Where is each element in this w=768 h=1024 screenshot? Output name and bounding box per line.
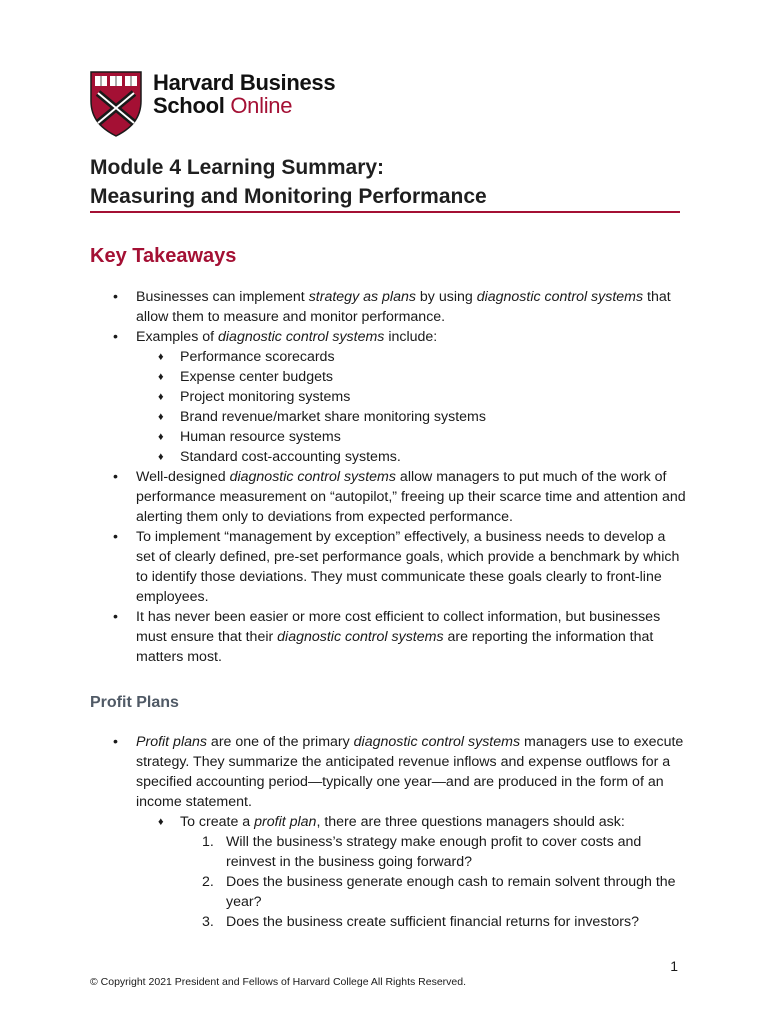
question-item: 1. Will the business’s strategy make enough profit to cover costs and reinvest in the business going forward? [202,834,642,870]
sublist-item: ♦ To create a profit plan, there are three questions managers should ask: [108,812,688,832]
list-item: • Examples of diagnostic control systems include: [108,327,688,347]
sublist-item: ♦ Expense center budgets [108,367,688,387]
list-item: • Well-designed diagnostic control systems allow managers to put much of the work of performance measurement on “autopilot,” freeing up their scarce time and attention and alerting them only to deviations from expected performance. [108,467,688,527]
logo-line-2 [153,94,335,117]
sublist-item: ♦ Standard cost-accounting systems. [108,447,688,467]
list-item: • Businesses can implement strategy as plans by using diagnostic control systems that allow them to measure and monitor performance. [108,287,688,327]
sublist-item: ♦ Human resource systems [108,427,688,447]
logo-online: Online [230,93,293,118]
list-item: • It has never been easier or more cost efficient to collect information, but businesses must ensure that their diagnostic control systems are reporting the information that matters most. [108,607,688,667]
page-number: 1 [670,958,678,974]
logo-school: School [153,93,225,118]
title-divider [90,211,680,213]
list-item: • To implement “management by exception” effectively, a business needs to develop a set of clearly defined, pre-set performance goals, which provide a benchmark by which to identify those deviations. They must communicate these goals clearly to front-line employees. [108,527,688,607]
harvard-shield-icon [90,71,142,137]
document-title [90,153,680,211]
hbs-online-logo [90,71,350,137]
sublist-item: ♦ Brand revenue/market share monitoring systems [108,407,688,427]
copyright-notice: © Copyright 2021 President and Fellows of Harvard College All Rights Reserved. [90,976,467,988]
questions-list [108,832,688,932]
key-takeaways-heading: Key Takeaways [90,245,237,267]
key-takeaways-list [108,287,688,667]
title-line-2: Measuring and Monitoring Performance [90,185,487,208]
sublist-item: ♦ Project monitoring systems [108,387,688,407]
profit-plans-list [108,732,688,932]
sublist-item: ♦ Performance scorecards [108,347,688,367]
question-item: 2. Does the business generate enough cash to remain solvent through the year? [202,874,676,910]
logo-line-1: Harvard Business [153,70,336,95]
list-item: • Profit plans are one of the primary diagnostic control systems managers use to execute strategy. They summarize the anticipated revenue inflows and expense outflows for a specified accounting period—typically one year—and are produced in the form of an income statement. [108,732,688,812]
profit-plans-heading: Profit Plans [90,694,179,711]
title-line-1: Module 4 Learning Summary: [90,156,385,179]
examples-sublist [108,347,688,467]
question-item: 3. Does the business create sufficient financial returns for investors? [202,914,639,930]
